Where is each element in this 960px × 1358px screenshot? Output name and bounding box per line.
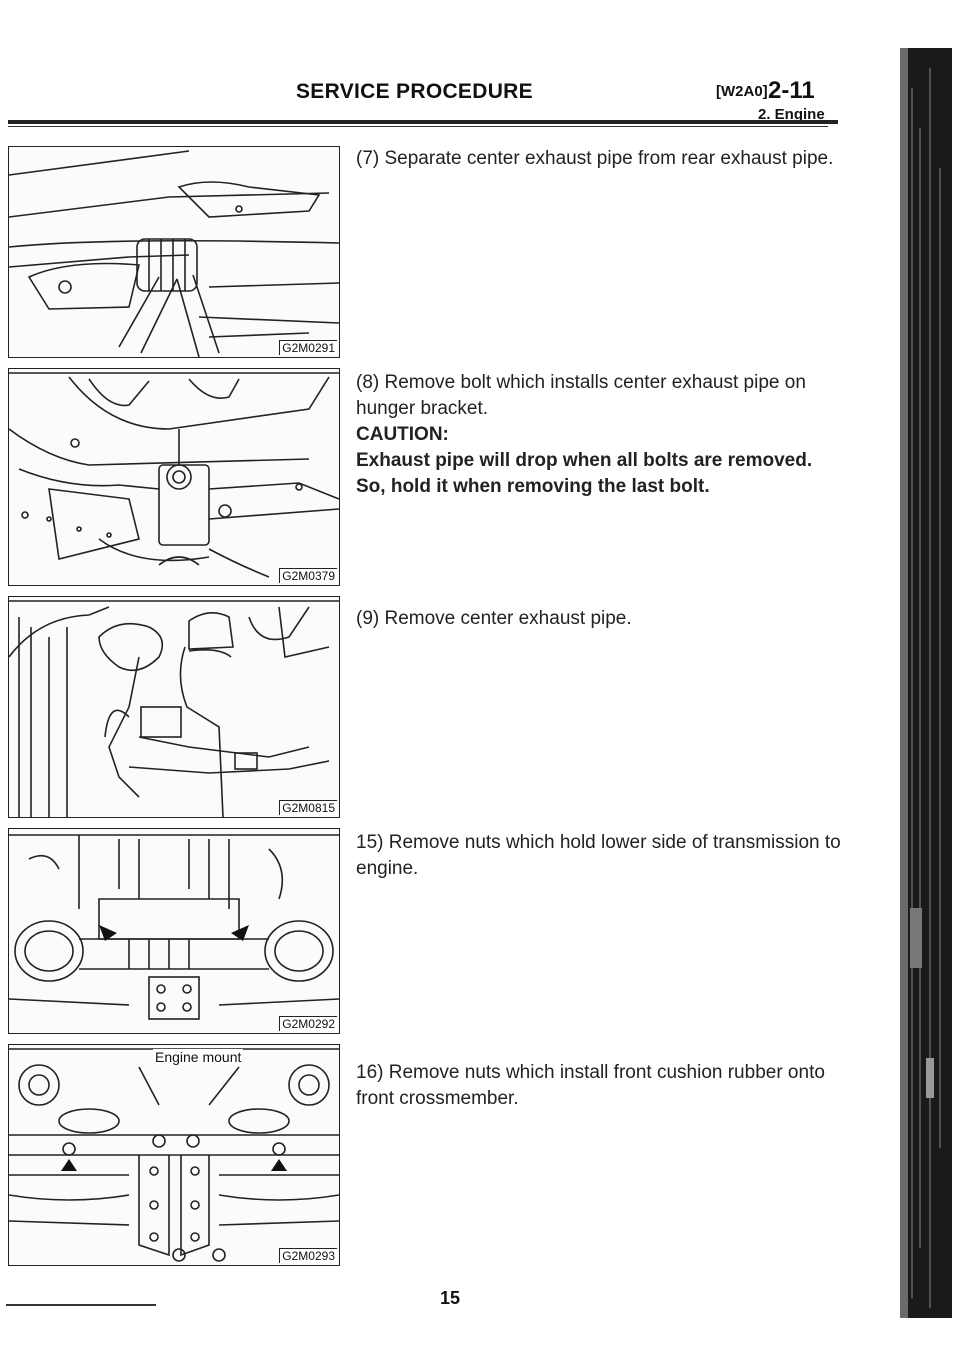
figure-id: G2M0292 — [279, 1016, 337, 1031]
figure-hanger-bracket — [8, 368, 340, 586]
step-8-block — [356, 370, 846, 500]
header-rule — [8, 120, 838, 124]
page-title: SERVICE PROCEDURE — [296, 80, 533, 103]
step-15: 15) Remove nuts which hold lower side of transmission to engine. — [356, 832, 841, 879]
section-code: [W2A0] — [716, 83, 768, 100]
figure-transmission-nuts — [8, 828, 340, 1034]
page-number: 15 — [440, 1288, 461, 1308]
figure-exhaust-clamp — [8, 146, 340, 358]
section-name: 2. Engine — [758, 106, 825, 123]
scan-edge-band — [900, 48, 952, 1318]
figure-remove-pipe — [8, 596, 340, 818]
figure-engine-mount-drawing — [9, 1045, 340, 1266]
figure-id: G2M0291 — [279, 340, 337, 355]
caution-text: Exhaust pipe will drop when all bolts are removed. So, hold it when removing the last bolt. — [356, 450, 813, 497]
page-ref: 2-11 — [768, 77, 815, 104]
figure-id: G2M0379 — [279, 568, 337, 583]
figure-id: G2M0815 — [279, 800, 337, 815]
figure-callout: Engine mount — [155, 1049, 242, 1065]
step-16: 16) Remove nuts which install front cushion rubber onto front crossmember. — [356, 1062, 825, 1109]
step-8: (8) Remove bolt which installs center exhaust pipe on hunger bracket. — [356, 372, 806, 419]
step-7: (7) Separate center exhaust pipe from rear exhaust pipe. — [356, 148, 834, 169]
figure-remove-pipe-drawing — [9, 597, 340, 818]
footer-line — [6, 1304, 156, 1306]
step-9: (9) Remove center exhaust pipe. — [356, 608, 632, 629]
figure-engine-mount — [8, 1044, 340, 1266]
figure-exhaust-clamp-drawing — [9, 147, 340, 358]
header-rule-thin — [8, 126, 828, 127]
figure-hanger-bracket-drawing — [9, 369, 340, 586]
caution-heading: CAUTION: — [356, 424, 449, 445]
figure-id: G2M0293 — [279, 1248, 337, 1263]
figure-transmission-nuts-drawing — [9, 829, 340, 1034]
